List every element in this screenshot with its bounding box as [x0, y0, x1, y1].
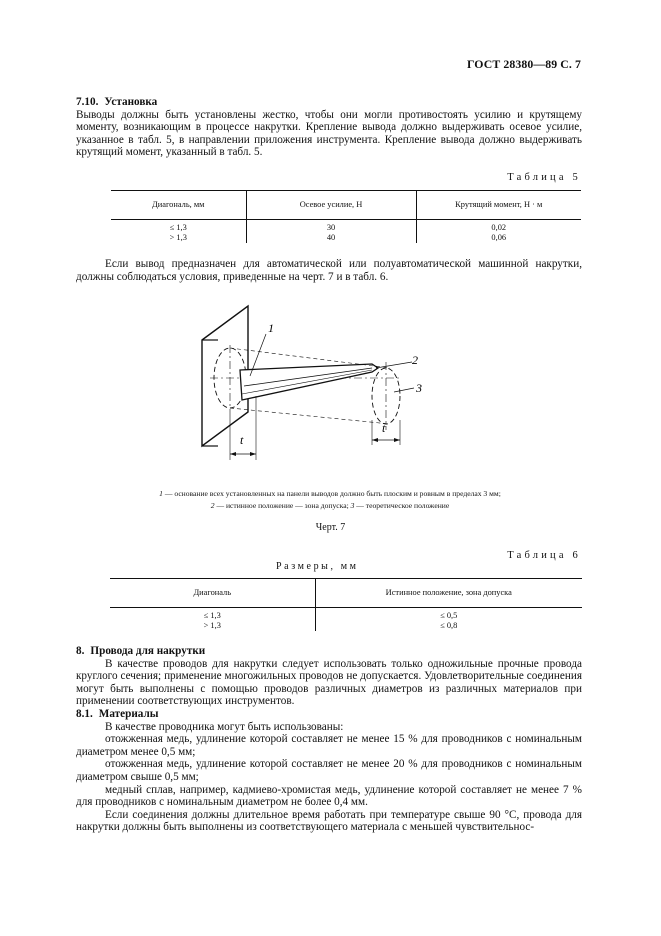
table-header-cell: Истинное положение, зона допуска	[315, 579, 582, 608]
table-row	[111, 220, 581, 234]
table-cell: ≤ 0,5	[315, 608, 582, 622]
leader-line-2	[376, 362, 412, 368]
arrow-head	[394, 438, 400, 442]
section-heading: Провода для накрутки	[90, 645, 206, 657]
figure-7-drawing	[190, 300, 450, 470]
subsection-title	[76, 708, 582, 721]
table-cell: 30	[246, 220, 416, 234]
table-cell: 0,06	[416, 233, 581, 243]
section-heading: Установка	[104, 96, 158, 108]
table-header-cell: Диагональ	[110, 579, 315, 608]
table-row	[110, 621, 582, 631]
table-row	[111, 233, 581, 243]
leader-line-3	[394, 388, 414, 392]
note-text-1: — основание всех установленных на панели выводов должно быть плоским и ровным в пределах 3 мм;	[162, 489, 501, 498]
section-paragraph: В качестве проводов для накрутки следует использовать только одножильные прочные провода круглого сечения; применение многожильных проводов не допускается. Удовлетворительные соединения могут быть выполнены с помощью проводов различных диаметров из различных материалов при применении соответствующих инструментов.	[76, 657, 582, 708]
table-cell: 40	[246, 233, 416, 243]
table-header-cell: Крутящий момент, Н · м	[416, 191, 581, 220]
table-6-caption: Таблица 6	[507, 550, 581, 561]
dimension-label-right: t	[382, 421, 386, 435]
table-6-sizes-label: Размеры, мм	[276, 561, 359, 572]
table-cell: ≤ 1,3	[203, 611, 221, 620]
figure-7-note	[60, 488, 600, 512]
paragraph-text: Если вывод предназначен для автоматической или полуавтоматической машинной накрутки, должны соблюдаться условия, приведенные на черт. 7 и в табл. 6.	[76, 258, 582, 283]
section-number: 7.10.	[76, 96, 99, 108]
section-8	[76, 645, 582, 834]
note-text-2: — истинное положение — зона допуска;	[214, 501, 351, 510]
figure-label-2: 2	[412, 353, 418, 367]
note-marker-3: 3	[350, 501, 355, 510]
section-title	[76, 645, 582, 658]
dimension-label-left: t	[240, 433, 244, 447]
note-text-3: — теоретическое положение	[354, 501, 450, 510]
arrow-head	[230, 452, 236, 456]
materials-temperature-paragraph: Если соединения должны длительное время работать при температуре свыше 90 °С, провода для накрутки должны быть выполнены из соответствующего материала с меньшей чувствительнос-	[76, 808, 582, 834]
figure-7-caption: Черт. 7	[315, 522, 346, 533]
section-paragraph: Выводы должны быть установлены жестко, чтобы они могли противостоять усилию и крутящему моменту, возникающим в процессе накрутки. Крепление вывода должно выдерживать осевое усилие, указанное в табл. 5, в направлении приложения инструмента. Крепление вывода должно выдерживать крутящий момент, указанный в табл. 5.	[76, 108, 582, 159]
zone-envelope	[230, 408, 390, 424]
materials-intro: В качестве проводника могут быть использованы:	[105, 720, 344, 733]
table-header-cell: Диагональ, мм	[111, 191, 246, 220]
section-heading: Материалы	[98, 707, 159, 720]
section-title	[76, 96, 582, 109]
table-cell: ≤ 0,8	[315, 621, 582, 631]
table-row	[110, 608, 582, 622]
table-5-caption: Таблица 5	[507, 172, 581, 183]
arrow-head	[372, 438, 378, 442]
table-header-row	[110, 579, 582, 608]
table-6	[110, 578, 582, 631]
materials-item: отожженная медь, удлинение которой составляет не менее 20 % для проводников с номинальным диаметром свыше 0,5 мм;	[76, 758, 582, 783]
paragraph-automatic	[76, 258, 582, 283]
table-header-row	[111, 191, 581, 220]
table-cell: ≤ 1,3	[169, 223, 187, 232]
table-cell: > 1,3	[203, 621, 221, 630]
note-marker-2: 2	[210, 501, 215, 510]
section-7-10	[76, 96, 582, 159]
table-5	[111, 190, 581, 243]
note-marker-1: 1	[159, 489, 163, 498]
table-cell: 0,02	[416, 220, 581, 234]
table-header-cell: Осевое усилие, Н	[246, 191, 416, 220]
materials-item: медный сплав, например, кадмиево-хромистая медь, удлинение которой составляет не менее 7 % для проводников с номинальным диаметром не более 0,4 мм.	[76, 783, 582, 809]
section-number: 8.1.	[76, 707, 93, 720]
section-number: 8.	[76, 645, 85, 657]
arrow-head	[250, 452, 256, 456]
materials-item: отожженная медь, удлинение которой составляет не менее 15 % для проводников с номинальным диаметром менее 0,5 мм;	[76, 733, 582, 758]
figure-label-3: 3	[416, 381, 422, 395]
figure-label-1: 1	[268, 321, 274, 335]
table-cell: > 1,3	[169, 233, 187, 242]
terminal-post	[240, 364, 378, 400]
page-header: ГОСТ 28380—89 С. 7	[466, 57, 581, 71]
